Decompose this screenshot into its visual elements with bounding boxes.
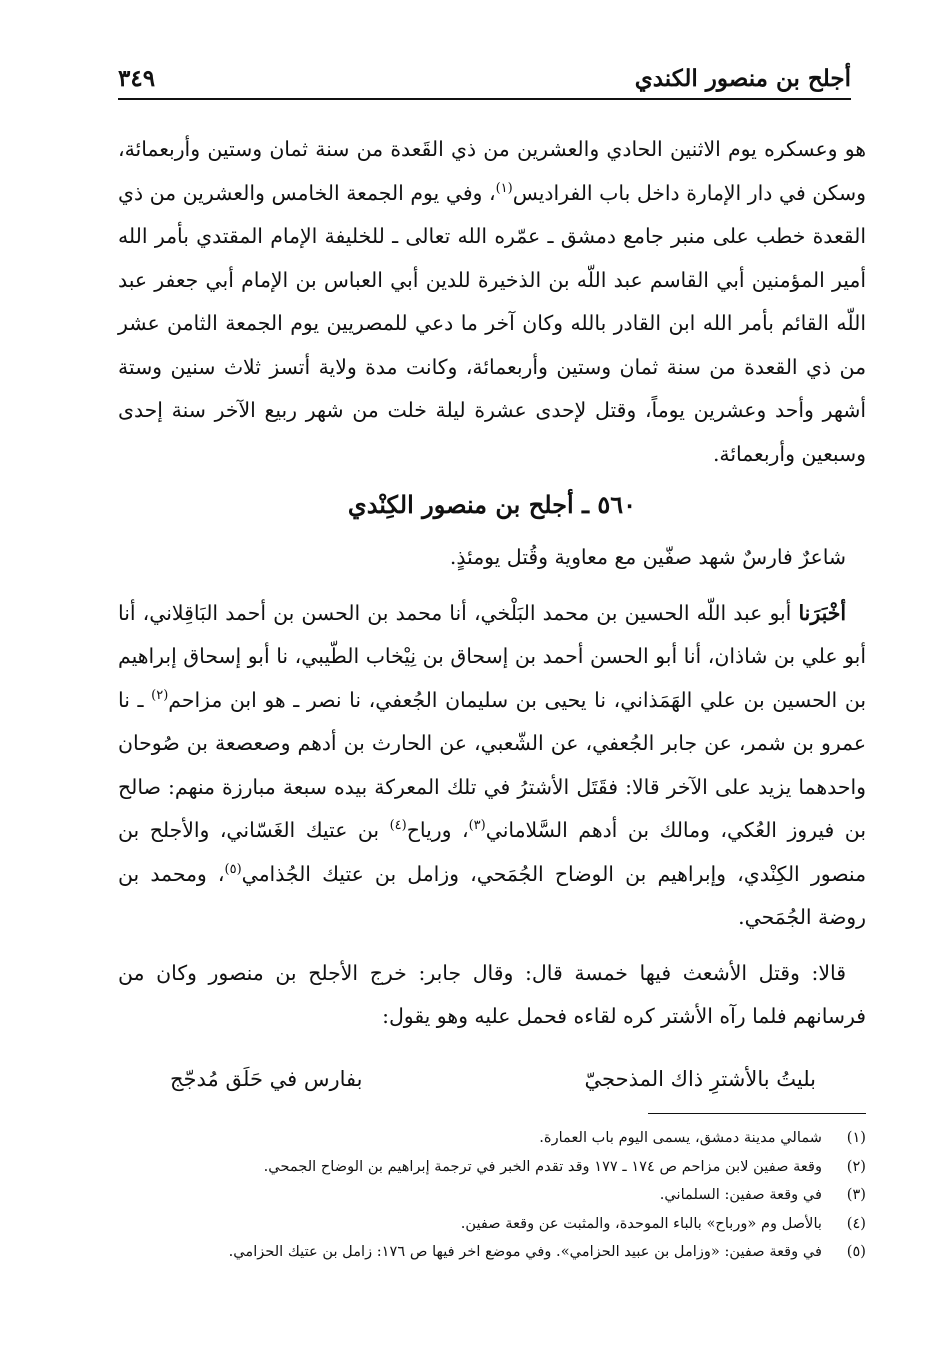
footnote-marker: (٤) <box>389 818 407 834</box>
footnote-separator <box>648 1113 866 1114</box>
footnote <box>106 1181 866 1210</box>
verse-first-hemistich: بليتُ بالأشترِ ذاك المذحجيّ <box>584 1066 816 1091</box>
footnote-number: (٥) <box>846 1243 866 1260</box>
footnote <box>106 1153 866 1182</box>
text-line: أبو عبد اللّه الحسين بن محمد البَلْخي، أنا محمد بن الحسن بن أحمد <box>225 600 799 625</box>
footnote <box>106 1124 866 1153</box>
footnote <box>106 1238 866 1267</box>
footnotes <box>106 1124 866 1267</box>
footnote-text: شمالي مدينة دمشق، يسمى اليوم باب العمارة. <box>539 1129 822 1146</box>
footnote-marker: (١) <box>495 180 513 196</box>
footnote-text: وقعة صفين لابن مزاحم ص ١٧٤ ـ ١٧٧ وقد تقدم الخبر في ترجمة إبراهيم بن الوضاح الجمحي. <box>263 1157 822 1175</box>
narration-paragraph <box>118 592 866 940</box>
text-line: ، وفي يوم الجمعة الخامس <box>271 180 496 205</box>
entry-intro: شاعرٌ فارسٌ شهد صفّين مع معاوية وقُتل يومئذٍ. <box>449 545 846 569</box>
page-number: ٣٤٩ <box>118 65 156 92</box>
isnad-lead-word: أخْبَرَنا <box>798 600 846 625</box>
text-line: هو وعسكره يوم الاثنين الحادي والعشرين من ذي القَعدة من سنة ثمان وستين <box>207 137 866 161</box>
footnote-text: في وقعة صفين: «وزامل بن عبيد الحزامي». وفي موضع اخر فيها ص ١٧٦: زامل بن عتيك الحزامي. <box>228 1243 822 1260</box>
text-line: البَاقِلاني، أنا أبو علي بن شاذان، أنا أبو الحسن أحمد بن إسحاق بن نِيْخاب الطّيبي، نا <box>118 600 866 668</box>
text-line: الجمعة الثامن عشر من ذي القعدة من سنة ثمان وستين وأربعمائة، وكانت مدة ولاية <box>118 311 866 379</box>
verse-second-hemistich: بفارس في حَلَق مُدجّج <box>170 1066 363 1091</box>
text-line: الحارث بن أدهم وصعصعة بن صُوحان واحدهما يزيد على الآخر قالا: فقَتَل الأشترُ في <box>118 731 866 799</box>
text-line: بن عتيك الغَسّاني، والأجلح بن منصور الكِنْدي، وإبراهيم بن <box>118 818 866 886</box>
text-line: المقتدي بأمر الله أمير المؤمنين أبي القاسم عبد اللّه بن الذخيرة للدين أبي العباس بن <box>118 224 867 292</box>
text-line: أبو إسحاق إبراهيم بن الحسين بن علي الهَمَذاني، نا يحيى بن سليمان الجُعفي، نا <box>118 644 867 712</box>
running-title: أجلح بن منصور الكندي <box>634 65 851 92</box>
text-line: ، ورياح <box>406 818 469 842</box>
text-line: قالا: وقتل الأشعث فيها خمسة قال: وقال جابر: خرج الأجلح بن منصور وكان <box>156 960 847 985</box>
text-line: والعشرين من ذي القعدة خطب على منبر جامع دمشق ـ عمّره الله تعالى ـ للخليفة الإمام <box>118 180 866 248</box>
footnote-marker: (٥) <box>224 861 242 877</box>
continuation-paragraph <box>118 128 866 476</box>
text-line: من فرسانهم فلما رآه الأشتر كره لقاءه فحمل عليه وهو يقول: <box>118 960 866 1028</box>
text-line: وأربعمائة، وسكن في دار الإمارة داخل باب الفراديس <box>118 137 866 205</box>
text-line: الوضاح الجُمَحي، وزامل بن عتيك الجُذامي <box>241 861 614 886</box>
footnote-text: في وقعة صفين: السلماني. <box>659 1186 822 1203</box>
text-line: ، ومحمد بن روضة الجُمَحي. <box>118 861 866 929</box>
running-head <box>118 58 851 100</box>
closing-paragraph <box>118 952 866 1039</box>
text-line: السَّلاماني <box>485 818 568 842</box>
footnote-number: (٤) <box>846 1214 866 1232</box>
footnote-marker: (٣) <box>468 818 486 834</box>
poetry-verse <box>118 1051 866 1101</box>
text-line: ـ نا عمرو بن شمر، عن جابر الجُعفي، عن الشّعبي، عن <box>118 687 866 755</box>
footnote-number: (٣) <box>846 1186 866 1203</box>
text-line: الإمام أبي جعفر عبد اللّه القائم بأمر الله ابن القادر بالله وكان آخر ما دعي للمصريين يوم <box>118 267 866 335</box>
main-text <box>118 128 866 1101</box>
footnote-text: بالأصل وم «ورباح» بالباء الموحدة، والمثبت عن وقعة صفين. <box>460 1214 822 1232</box>
text-line: أتسز ثلاث سنين وستة أشهر وأحد وعشرين يوماً، وقتل لإحدى عشرة ليلة خلت من <box>118 354 866 422</box>
text-line: نصر ـ هو ابن مزاحم <box>168 687 342 712</box>
footnote-number: (٢) <box>846 1157 866 1175</box>
footnote-marker: (٢) <box>151 687 169 703</box>
entry-title: ٥٦٠ ـ أجلح بن منصور الكِنْدي <box>347 490 637 519</box>
footnote <box>106 1210 866 1239</box>
footnote-number: (١) <box>846 1129 866 1146</box>
text-line: تلك المعركة بيده سبعة مبارزة منهم: صالح بن فيروز العُكي، ومالك بن أدهم <box>118 774 866 842</box>
text-line: شهر ربيع الآخر سنة إحدى وسبعين وأربعمائة. <box>118 398 866 466</box>
